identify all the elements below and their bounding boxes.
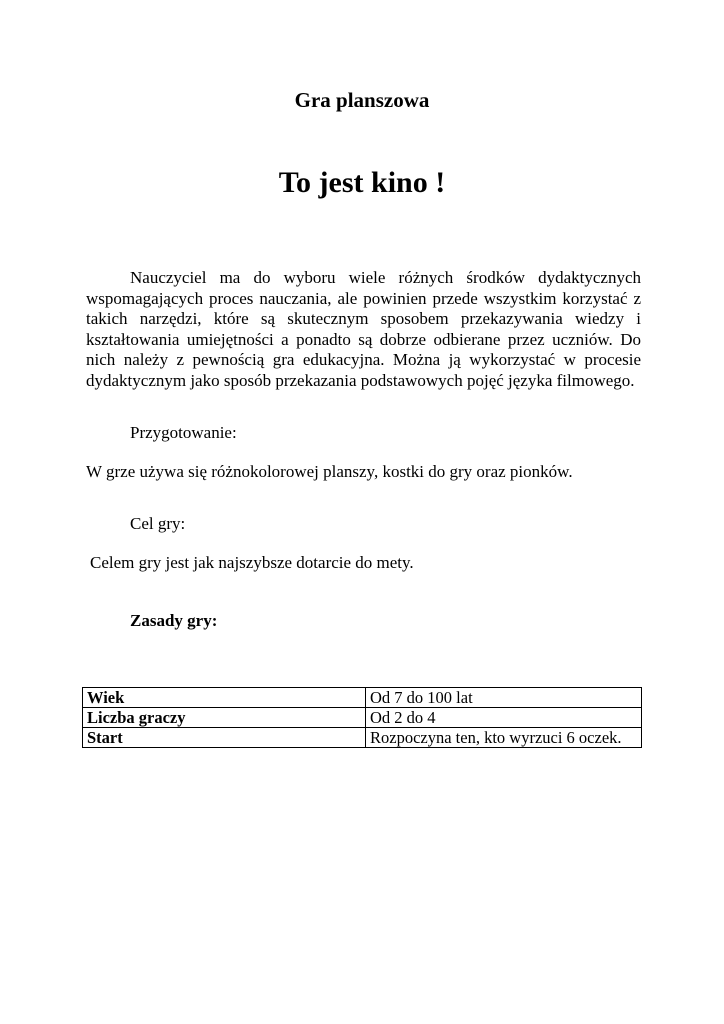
rules-table (82, 687, 642, 748)
intro-paragraph: Nauczyciel ma do wyboru wiele różnych środków dydaktycznych wspomagających proces nauczania, ale powinien przede wszystkim korzystać z takich narzędzi, które są skutecznym sposobem przekazywania wiedzy i kształtowania umiejętności a ponadto są dobrze odbierane przez uczniów. Do nich należy z pewnością gra edukacyjna. Można ją wykorzystać w procesie dydaktycznym jako sposób przekazania podstawowych pojęć języka filmowego. (86, 268, 641, 390)
table-row (83, 688, 642, 708)
rules-heading: Zasady gry: (130, 611, 218, 630)
preparation-text: W grze używa się różnokolorowej planszy, kostki do gry oraz pionków. (86, 462, 573, 481)
table-row (83, 708, 642, 728)
table-row (83, 728, 642, 748)
goal-text: Celem gry jest jak najszybsze dotarcie do mety. (90, 553, 414, 572)
preparation-heading: Przygotowanie: (130, 423, 237, 442)
document-subtitle: Gra planszowa (294, 88, 430, 112)
goal-heading: Cel gry: (130, 514, 186, 533)
document-title: To jest kino ! (278, 166, 446, 199)
rules-value-cell: Rozpoczyna ten, kto wyrzuci 6 oczek. (366, 728, 642, 748)
rules-value-cell: Od 7 do 100 lat (366, 688, 642, 708)
rules-value-cell: Od 2 do 4 (366, 708, 642, 728)
rules-key-cell: Liczba graczy (83, 708, 366, 728)
rules-key-cell: Start (83, 728, 366, 748)
rules-key-cell: Wiek (83, 688, 366, 708)
